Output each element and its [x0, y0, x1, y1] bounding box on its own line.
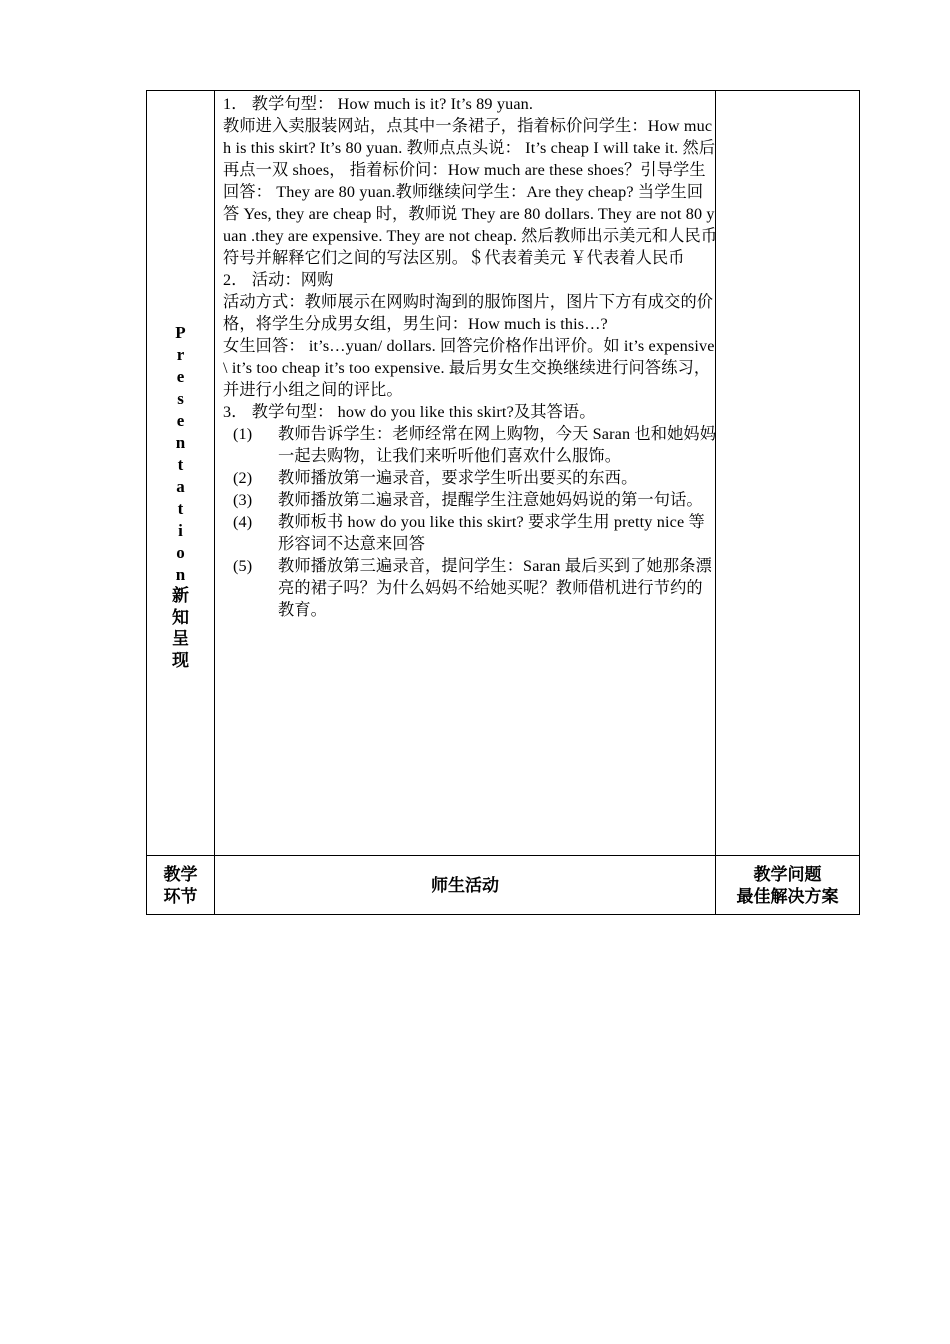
stage-letter: t: [177, 455, 184, 474]
step-number: (3): [233, 491, 253, 509]
section1-heading: 1． 教学句型： How much is it? It’s 89 yuan.: [223, 95, 534, 113]
step-text: 教师板书 how do you like this skirt? 要求学生用 pretty nice 等形容词不达意来回答: [278, 513, 705, 553]
section3-heading: 3． 教学句型： how do you like this skirt?及其答语。: [223, 403, 596, 421]
row-divider: [147, 855, 859, 856]
section1-body: 教师进入卖服装网站，点其中一条裙子，指着标价问学生：How much is this skirt? It’s 80 yuan. 教师点点头说： It’s cheap I will take it. 然后再点一双 shoes， 指着标价问：How much are these shoes？引导学生回答： They are 80 yuan.教师继续问学生：Are they cheap? 当学生回答 Yes, they are cheap 时，教师说 They are 80 dollars. They are not 80 yuan .they are expensive. They are not cheap. 然后教师出示美元和人民币符号并解释它们之间的写法区别。＄代表着美元 ￥代表着人民币: [223, 117, 718, 267]
stage-letter: a: [176, 477, 185, 496]
step-item: [223, 423, 718, 467]
footer-solution-line1: 教学问题: [753, 864, 822, 885]
step-text: 教师告诉学生：老师经常在网上购物，今天 Saran 也和她妈妈一起去购物，让我们来听听他们喜欢什么服饰。: [278, 425, 717, 465]
step-number: (2): [233, 469, 253, 487]
stage-letter: i: [178, 521, 183, 540]
stage-letter: e: [176, 411, 185, 430]
footer-stage-line2: 环节: [163, 886, 198, 907]
stage-label: [147, 322, 214, 672]
footer-solution-line2: 最佳解决方案: [736, 886, 839, 907]
stage-char: 呈: [172, 629, 189, 649]
step-item: [223, 511, 718, 555]
stage-chinese: [147, 586, 214, 672]
stage-letter: n: [175, 565, 186, 584]
section2-body-2: 女生回答： it’s…yuan/ dollars. 回答完价格作出评价。如 it’s expensive\ it’s too cheap it’s too expensive. 最后男女生交换继续进行问答练习，并进行小组之间的评比。: [223, 337, 715, 399]
stage-char: 新: [172, 586, 189, 606]
stage-char: 知: [172, 607, 189, 628]
step-item: [223, 555, 718, 621]
stage-letter: s: [177, 389, 184, 408]
footer-stage-line1: 教学: [163, 864, 198, 885]
stage-char: 现: [172, 650, 189, 671]
step-text: 教师播放第一遍录音，要求学生听出要买的东西。: [278, 469, 638, 487]
footer-activity-header: [215, 857, 715, 914]
stage-letter: o: [176, 543, 185, 562]
stage-letter: t: [177, 499, 184, 518]
stage-letter: n: [175, 433, 186, 452]
step-number: (5): [233, 557, 253, 575]
stage-letter: e: [176, 367, 185, 386]
activity-content: [223, 93, 718, 621]
step-text: 教师播放第二遍录音，提醒学生注意她妈妈说的第一句话。: [278, 491, 703, 509]
step-item: [223, 489, 718, 511]
stage-letter: P: [175, 323, 186, 342]
footer-activity-label: 师生活动: [431, 875, 499, 896]
step-number: (4): [233, 513, 253, 531]
step-item: [223, 467, 718, 489]
stage-cell: [147, 91, 214, 857]
section2-heading: 2． 活动：网购: [223, 271, 334, 289]
stage-letter: r: [176, 345, 185, 364]
column-divider-1: [214, 91, 215, 914]
lesson-plan-table: [146, 90, 860, 915]
step-text: 教师播放第三遍录音，提问学生：Saran 最后买到了她那条漂亮的裙子吗？为什么妈妈不给她买呢？教师借机进行节约的教育。: [278, 557, 712, 619]
footer-solution-header: [716, 857, 859, 914]
section2-body-1: 活动方式：教师展示在网购时淘到的服饰图片，图片下方有成交的价格，将学生分成男女组，男生问：How much is this…?: [223, 293, 714, 333]
footer-stage-header: [147, 857, 214, 914]
step-number: (1): [233, 425, 253, 443]
stage-english: [147, 322, 214, 586]
